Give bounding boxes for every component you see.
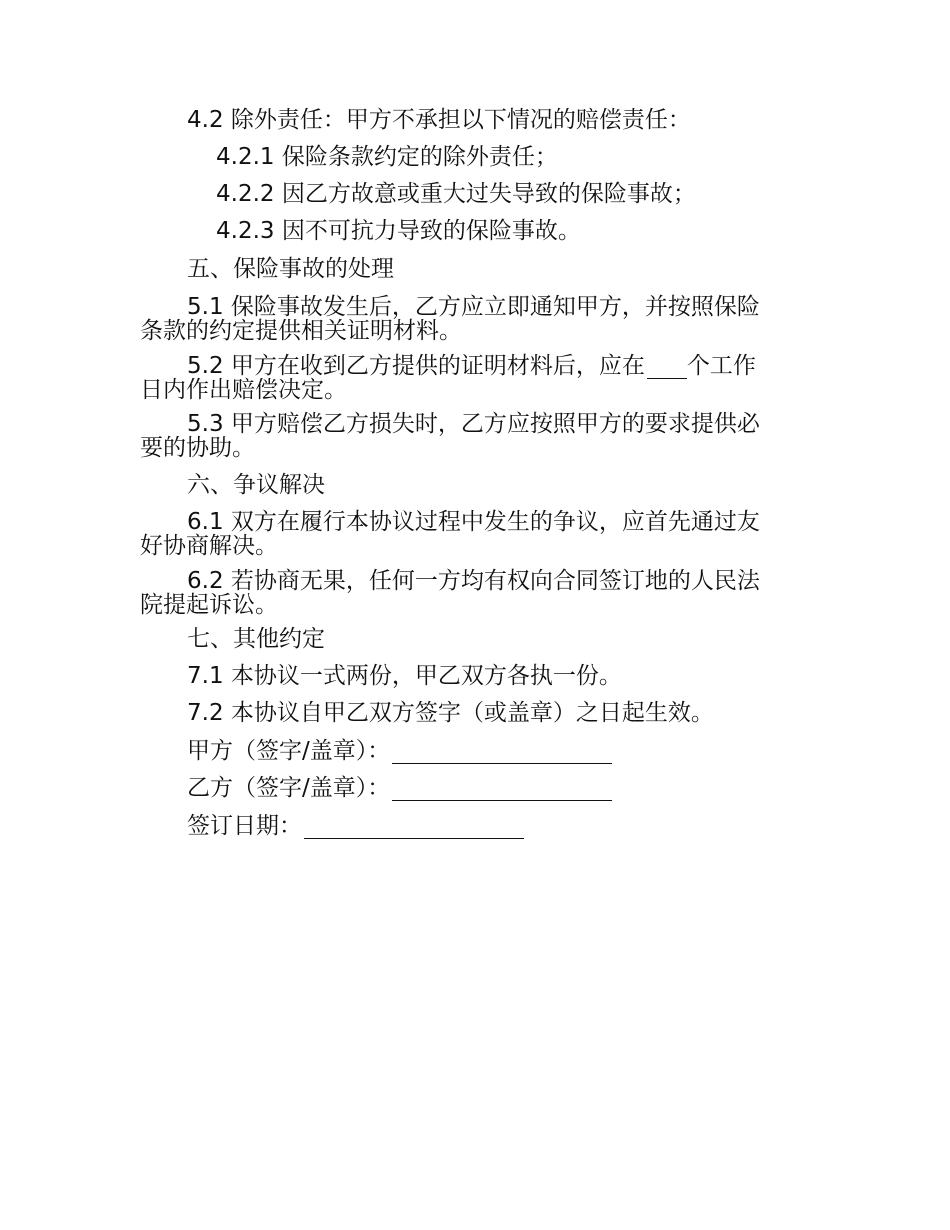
clause-4-2-1: 4.2.1 保险条款约定的除外责任；	[216, 144, 558, 170]
section-6-title: 六、争议解决	[187, 472, 325, 498]
party-b-label: 乙方（签字/盖章）：	[187, 775, 391, 801]
clause-4-2: 4.2 除外责任：甲方不承担以下情况的赔偿责任：	[187, 107, 691, 133]
clause-6-2-line2: 院提起诉讼。	[140, 592, 278, 618]
section-7-title: 七、其他约定	[187, 626, 325, 652]
party-a-label: 甲方（签字/盖章）：	[187, 738, 391, 764]
party-b-signature-blank	[392, 777, 612, 801]
clause-4-2-3: 4.2.3 因不可抗力导致的保险事故。	[216, 218, 581, 244]
clause-7-2: 7.2 本协议自甲乙双方签字（或盖章）之日起生效。	[187, 700, 714, 726]
party-b-signature-line	[187, 775, 612, 801]
workdays-blank	[647, 355, 687, 379]
clause-4-2-2: 4.2.2 因乙方故意或重大过失导致的保险事故；	[216, 181, 696, 207]
clause-7-1: 7.1 本协议一式两份，甲乙双方各执一份。	[187, 663, 622, 689]
section-5-title: 五、保险事故的处理	[187, 256, 394, 282]
clause-5-3-line2: 要的协助。	[140, 435, 255, 461]
signing-date-blank	[304, 815, 524, 839]
signing-date-line	[187, 813, 524, 839]
clause-5-1-line1: 5.1 保险事故发生后，乙方应立即通知甲方，并按照保险	[187, 294, 760, 320]
clause-5-1-line2: 条款的约定提供相关证明材料。	[140, 318, 462, 344]
clause-5-3-line1: 5.3 甲方赔偿乙方损失时，乙方应按照甲方的要求提供必	[187, 411, 760, 437]
clause-6-1-line2: 好协商解决。	[140, 533, 278, 559]
clause-6-1-line1: 6.1 双方在履行本协议过程中发生的争议，应首先通过友	[187, 509, 760, 535]
clause-5-2-text-post: 个工作	[686, 353, 756, 379]
party-a-signature-line	[187, 738, 612, 764]
signing-date-label: 签订日期：	[187, 813, 302, 839]
clause-5-2-text-pre: 5.2 甲方在收到乙方提供的证明材料后，应在	[187, 353, 645, 379]
clause-6-2-line1: 6.2 若协商无果，任何一方均有权向合同签订地的人民法	[187, 568, 760, 594]
clause-5-2-line2: 日内作出赔偿决定。	[140, 377, 347, 403]
clause-5-2-line1	[187, 353, 756, 379]
party-a-signature-blank	[392, 740, 612, 764]
